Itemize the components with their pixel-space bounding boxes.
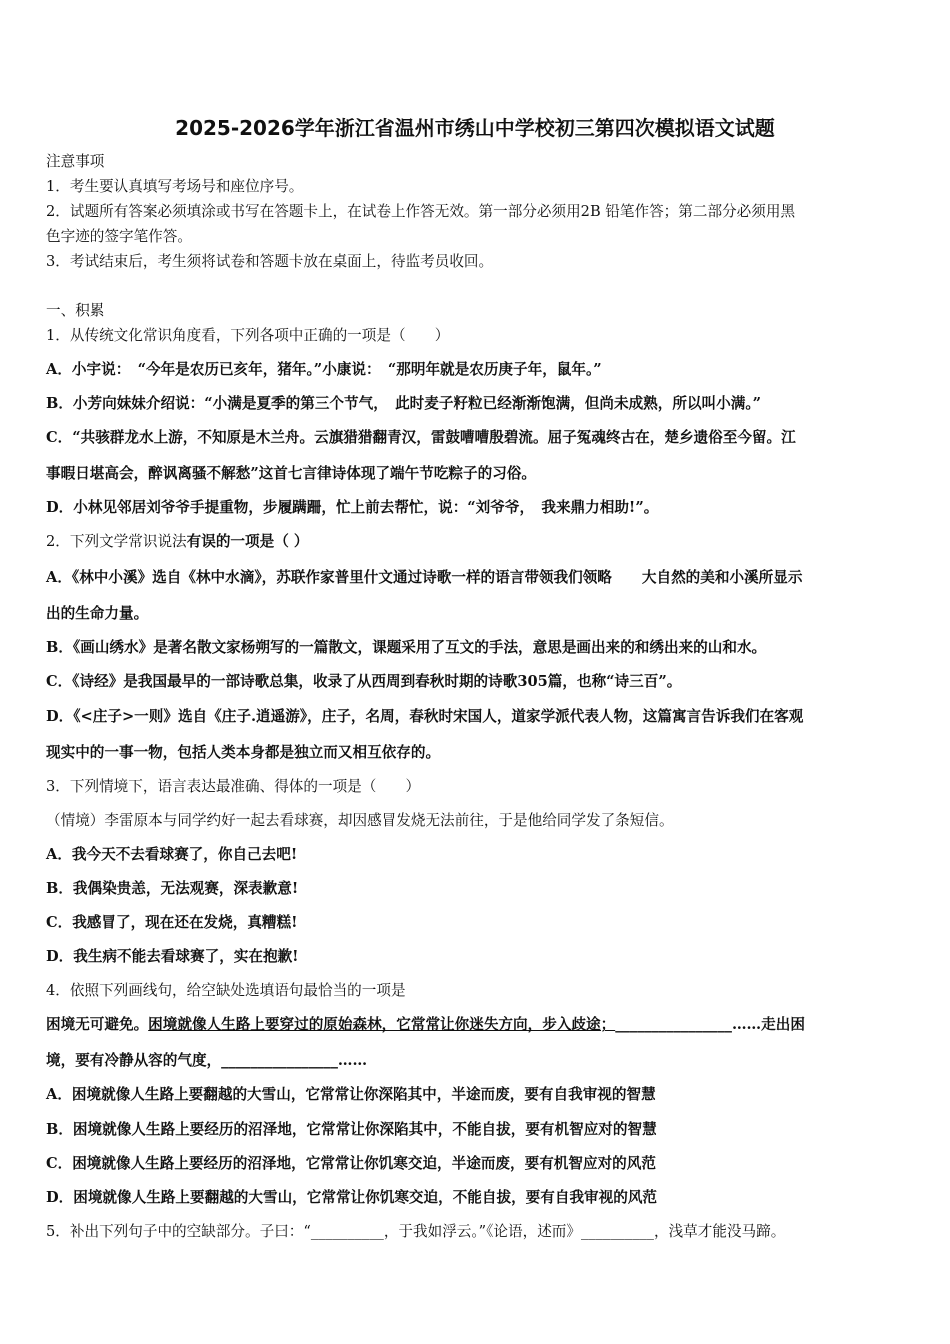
question-4-passage [46,1015,908,1035]
question-1-option-b: B．小芳向妹妹介绍说：“小满是夏季的第三个节气， 此时麦子籽粒已经渐渐饱满，但尚未成熟，所以叫小满。” [46,395,762,412]
question-4-passage-tail: ……走出困 [731,1016,805,1033]
question-2-option-d: D．《<庄子>一则》选自《庄子.逍遥游》，庄子，名周，春秋时宋国人，道家学派代表人物，这篇寓言告诉我们在客观 [46,708,804,725]
notice-item: 1．考生要认真填写考场号和座位序号。 [46,178,304,195]
question-4-passage-lead: 困境无可避免。 [46,1016,149,1033]
question-3-option-c: C．我感冒了，现在还在发烧，真糟糕! [46,914,298,931]
question-4-option-b: B．困境就像人生路上要经历的沼泽地，它常常让你深陷其中，不能自拔，要有机智应对的智慧 [46,1121,657,1138]
question-3-stem: 3．下列情境下，语言表达最准确、得体的一项是（ ） [46,778,421,795]
question-2-stem-part-a: 2．下列文学常识说法 [46,533,187,550]
question-2-option-a-cont: 出的生命力量。 [46,605,149,622]
question-3-context: （情境）李雷原本与同学约好一起去看球赛，却因感冒发烧无法前往，于是他给同学发了条短信。 [46,812,674,829]
question-1-stem: 1．从传统文化常识角度看，下列各项中正确的一项是（ ） [46,327,450,344]
question-5-tail: ，浅草才能没马蹄。 [653,1223,786,1240]
question-4-passage-cont [46,1051,908,1071]
answer-blank: __________ [310,1223,384,1240]
section-heading: 一、积累 [46,302,105,319]
answer-blank: ________________ [615,1016,732,1033]
answer-blank: __________ [581,1223,654,1240]
question-2-option-b: B．《画山绣水》是著名散文家杨朔写的一篇散文，课题采用了互文的手法，意思是画出来的和绣出来的山和水。 [46,639,767,656]
question-4-passage-lead-2: 境，要有冷静从容的气度， [46,1052,222,1069]
question-2-option-a [46,568,908,588]
notice-heading: 注意事项 [46,153,105,170]
question-4-option-a: A．困境就像人生路上要翻越的大雪山，它常常让你深陷其中，半途而废，要有自我审视的智慧 [46,1086,656,1103]
question-2-option-a-part-2: 大自然的美和小溪所显示 [641,569,803,586]
question-1-option-d: D．小林见邻居刘爷爷手提重物，步履蹒跚，忙上前去帮忙，说：“刘爷爷， 我来鼎力相助!”。 [46,499,659,516]
question-1-option-c: C．“共骇群龙水上游，不知原是木兰舟。云旗猎猎翻青汉，雷鼓嘈嘈殷碧流。屈子冤魂终古在，楚乡遗俗至今留。江 [46,429,796,446]
question-4-option-d: D．困境就像人生路上要翻越的大雪山，它常常让你饥寒交迫，不能自拔，要有自我审视的风范 [46,1189,658,1206]
question-1-option-a: A．小宇说： “今年是农历已亥年，猪年。”小康说： “那明年就是农历庚子年，鼠年。” [46,361,602,378]
question-4-option-c: C．困境就像人生路上要经历的沼泽地，它常常让你饥寒交迫，半途而废，要有机智应对的风范 [46,1155,656,1172]
question-3-option-d: D．我生病不能去看球赛了，实在抱歉! [46,948,299,965]
notice-item: 2．试题所有答案必须填涂或书写在答题卡上，在试卷上作答无效。第一部分必须用2B 铅笔作答；第二部分必须用黑 [46,203,796,220]
answer-blank: ________________ [221,1052,338,1069]
question-4-stem: 4．依照下列画线句，给空缺处选填语句最恰当的一项是 [46,982,406,999]
question-4-underlined-sentence: 困境就像人生路上要穿过的原始森林，它常常让你迷失方向，步入歧途； [148,1016,616,1033]
question-3-option-b: B．我偶染贵恙，无法观赛，深表歉意! [46,880,299,897]
question-5-stem [46,1222,908,1242]
question-3-option-a: A．我今天不去看球赛了，你自己去吧! [46,846,298,863]
question-2-option-c: C．《诗经》是我国最早的一部诗歌总集，收录了从西周到春秋时期的诗歌305篇，也称“诗三百”。 [46,673,682,690]
notice-item: 色字迹的签字笔作答。 [46,228,192,245]
question-4-passage-tail-2: …… [337,1052,368,1069]
question-5-middle: ，于我如浮云。”《论语，述而》 [383,1223,581,1240]
question-1-option-c-cont: 事暇日堪高会，醉讽离骚不解愁”这首七言律诗体现了端午节吃粽子的习俗。 [46,465,536,482]
question-2-stem-part-b: 有误的一项是（ ） [186,533,309,550]
question-2-option-d-cont: 现实中的一事一物，包括人类本身都是独立而又相互依存的。 [46,744,441,761]
notice-item: 3．考试结束后，考生须将试卷和答题卡放在桌面上，待监考员收回。 [46,253,494,270]
question-2-stem [46,532,908,552]
question-2-option-a-part-1: A．《林中小溪》选自《林中水滴》，苏联作家普里什文通过诗歌一样的语言带领我们领略 [46,569,612,586]
question-5-lead: 5．补出下列句子中的空缺部分。子曰：“ [46,1223,311,1240]
exam-title: 2025-2026学年浙江省温州市绣山中学校初三第四次模拟语文试题 [175,116,775,140]
